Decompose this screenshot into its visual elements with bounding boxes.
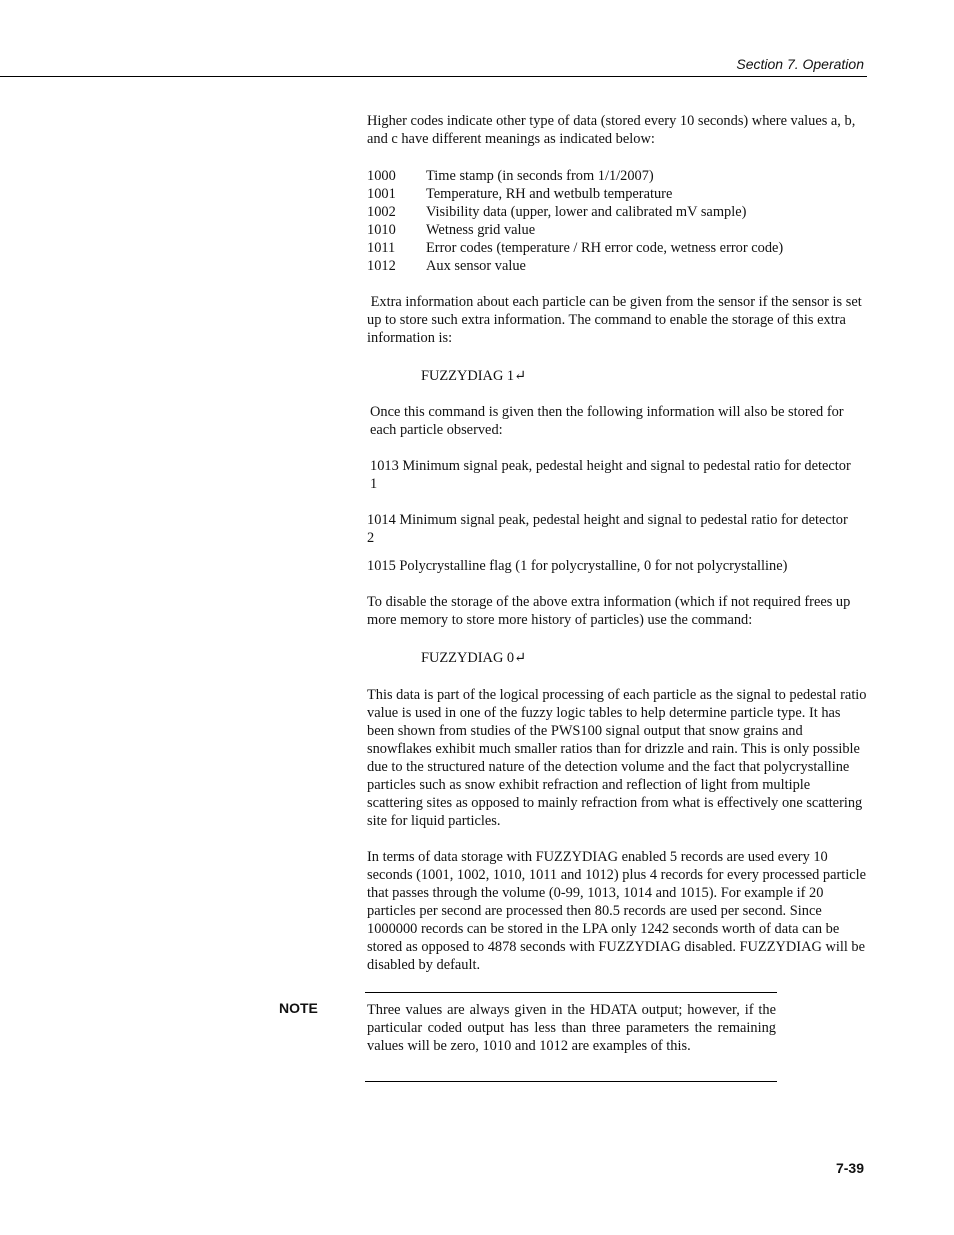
note-label: NOTE [279, 1000, 318, 1016]
code-item [367, 203, 783, 221]
logic-paragraph: This data is part of the logical processing of each particle as the signal to pedestal ratio value is used in one of the fuzzy logic tables to help determine particle type. It has been shown from studies of the PWS100 signal output that snow grains and snowflakes exhibit much smaller ratios than for drizzle and rain. This is only possible due to the structured nature of the detection volume and the fact that polycrystalline particles such as snow exhibit refraction and reflection of light from multiple scattering sites as opposed to mainly refraction from what is effectively one scattering site for liquid particles. [367, 687, 867, 829]
intro-paragraph: Higher codes indicate other type of data (stored every 10 seconds) where values a, b, and c have different meanings as indicated below: [367, 113, 856, 147]
extra-info-paragraph: Extra information about each particle can be given from the sensor if the sensor is set up to store such extra information. The command to enable the storage of this extra information is: [367, 294, 866, 346]
code-item [367, 167, 783, 185]
disable-paragraph: To disable the storage of the above extra information (which if not required frees up more memory to store more history of particles) use the command: [367, 594, 851, 628]
running-header: Section 7. Operation [736, 56, 864, 72]
note-text: Three values are always given in the HDATA output; however, if the particular coded output has less than three parameters the remaining values will be zero, 1010 and 1012 are examples of this. [367, 1002, 776, 1054]
once-given-paragraph: Once this command is given then the following information will also be stored for each particle observed: [370, 404, 844, 438]
code-number: 1002 [367, 204, 396, 220]
code-item [367, 221, 783, 239]
code-number: 1012 [367, 258, 396, 274]
command-enable: FUZZYDIAG 1↵ [421, 368, 527, 384]
item-1015: 1015 Polycrystalline flag (1 for polycrystalline, 0 for not polycrystalline) [367, 558, 788, 574]
code-description: Error codes (temperature / RH error code, wetness error code) [426, 240, 784, 256]
code-number: 1001 [367, 186, 396, 202]
code-item [367, 239, 783, 257]
code-description: Aux sensor value [426, 258, 526, 274]
code-number: 1010 [367, 222, 396, 238]
note-top-rule [365, 992, 777, 993]
item-1014: 1014 Minimum signal peak, pedestal height and signal to pedestal ratio for detector 2 [367, 512, 848, 546]
code-description: Wetness grid value [426, 222, 536, 238]
storage-paragraph: In terms of data storage with FUZZYDIAG enabled 5 records are used every 10 seconds (1001, 1002, 1010, 1011 and 1012) plus 4 records for every processed particle that passes through the volume (0-99, 1013, 1014 and 1015). For example if 20 particles per second are processed then 80.5 records are used per second. Since 1000000 records can be stored in the LPA only 1242 seconds worth of data can be stored as opposed to 4878 seconds with FUZZYDIAG disabled. FUZZYDIAG will be disabled by default. [367, 849, 867, 973]
code-description: Visibility data (upper, lower and calibrated mV sample) [426, 204, 747, 220]
item-1013: 1013 Minimum signal peak, pedestal height and signal to pedestal ratio for detector 1 [370, 458, 851, 492]
page-number: 7-39 [835, 1160, 864, 1176]
code-number: 1011 [367, 240, 396, 256]
code-item [367, 257, 783, 275]
code-number: 1000 [367, 168, 396, 184]
code-list [367, 167, 783, 275]
code-description: Time stamp (in seconds from 1/1/2007) [426, 168, 654, 184]
note-bottom-rule [365, 1081, 777, 1082]
command-disable: FUZZYDIAG 0↵ [421, 650, 527, 666]
code-description: Temperature, RH and wetbulb temperature [426, 186, 673, 202]
code-item [367, 185, 783, 203]
header-rule [0, 76, 867, 77]
